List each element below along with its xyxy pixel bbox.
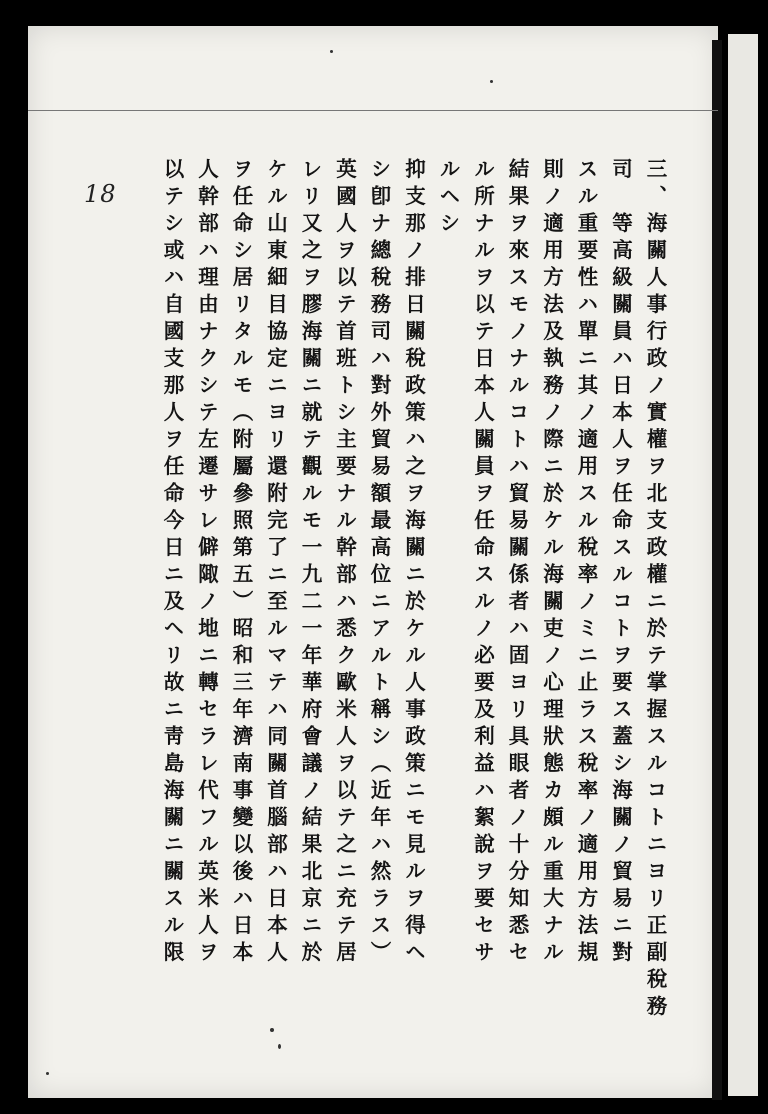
text-column: ル所ナルヲ以テ日本人關員ヲ任命スルノ必要及利益ハ絮說ヲ要セサ [470,158,495,968]
text-column: ルヘシ [436,158,460,239]
header-rule [28,110,718,111]
paper-speck [270,1028,274,1032]
paper-speck [46,1072,49,1075]
text-column: シ卽ナ總稅務司ハ對外貿易額最高位ニアルト稱シ（近年ハ然ラス） [367,158,391,968]
text-column: レリ又之ヲ膠海關ニ就テ觀ルモ一九二一年華府會議ノ結果北京ニ於 [298,158,322,968]
page-gap [712,40,722,1100]
text-column: 人幹部ハ理由ナクシテ左遷サレ僻陬ノ地ニ轉セラレ代フル英米人ヲ [194,158,219,968]
text-column: 結果ヲ來スモノナルコトハ貿易關係者ハ固ヨリ具眼者ノ十分知悉セ [505,158,529,968]
text-column: 司 等高級關員ハ日本人ヲ任命スルコトヲ要ス蓋シ海關ノ貿易ニ對 [608,158,633,968]
text-column: 則ノ適用方法及執務ノ際ニ於ケル海關吏ノ心理狀態カ頗ル重大ナル [539,158,564,968]
text-column: ケル山東細目協定ニヨリ還附完了ニ至ルマテハ同關首腦部ハ日本人 [263,158,288,968]
page-number: 18 [84,180,117,208]
text-column: スル重要性ハ單ニ其ノ適用スル稅率ノミニ止ラス稅率ノ適用方法規 [574,158,598,968]
text-column: 抑支那ノ排日關稅政策ハ之ヲ海關ニ於ケル人事政策ニモ見ルヲ得ヘ [401,158,426,968]
paper-speck [490,80,493,83]
text-column: 三、海關人事行政ノ實權ヲ北支政權ニ於テ掌握スルコトニヨリ正副稅務 [643,158,667,1022]
paper-speck [278,1044,281,1049]
text-column: 以テシ或ハ自國支那人ヲ任命今日ニ及ヘリ故ニ靑島海關ニ關スル限 [160,158,184,968]
paper-speck [330,50,333,53]
text-column: ヲ任命シ居リタルモ（附屬參照第五）昭和三年濟南事變以後ハ日本 [229,158,253,968]
document-text [110,158,672,1022]
next-page-edge [728,34,758,1096]
text-column: 英國人ヲ以テ首班トシ主要ナル幹部ハ悉ク歐米人ヲ以テ之ニ充テ居 [332,158,357,968]
